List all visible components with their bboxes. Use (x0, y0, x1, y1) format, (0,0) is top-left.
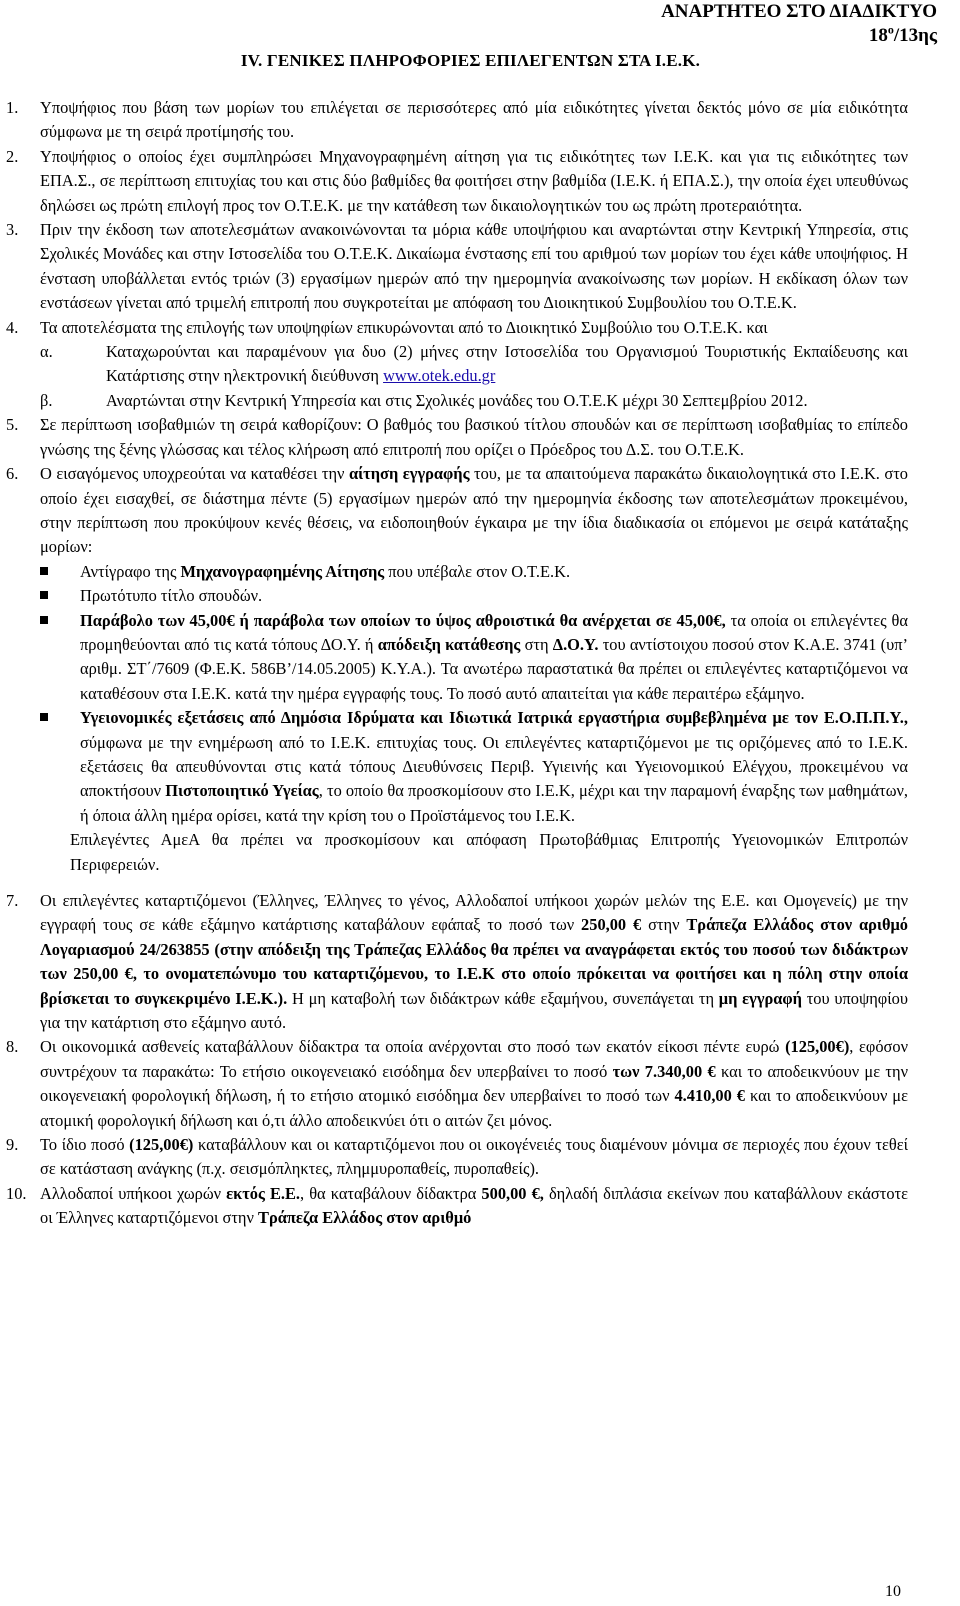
square-bullet-icon (40, 567, 48, 575)
bullet-item: Πρωτότυπο τίτλο σπουδών. (40, 584, 908, 608)
list-item: 7. Οι επιλεγέντες καταρτιζόμενοι (Έλληνες, Έλληνες το γένος, Αλλοδαποί υπήκοοι χωρών μελών της Ε.Ε. και Ομογενείς) με την εγγραφή τους σε κάθε εξάμηνο κατάρτισης καταβάλουν εφάπαξ το ποσό των 250,00 € στην Τράπεζα Ελλάδος στον αριθμό Λογαριασμού 24/263855 (στην απόδειξη της Τράπεζας Ελλάδος θα πρέπει να αναγράφεται εκτός του ποσού των διδάκτρων των 250,00 €, το ονοματεπώνυμο του καταρτιζόμενου, το Ι.Ε.Κ στο οποίο πρόκειται να φοιτήσει και η πόλη στην οποία βρίσκεται το συγκεκριμένο Ι.Ε.Κ.). Η μη καταβολή των διδάκτρων κάθε εξαμήνου, συνεπάγεται τη μη εγγραφή του υποψηφίου για την κατάρτιση στο εξάμηνο αυτό. (6, 891, 909, 1033)
section-title: IV. ΓΕΝΙΚΕΣ ΠΛΗΡΟΦΟΡΙΕΣ ΕΠΙΛΕΓΕΝΤΩΝ ΣΤΑ Ι.Ε.Κ. (240, 51, 701, 70)
bullet-item: Παράβολο των 45,00€ ή παράβολα των οποίων το ύψος αθροιστικά θα ανέρχεται σε 45,00€, τα οποία οι επιλεγέντες θα προμηθεύονται από τις κατά τόπους ΔΟ.Υ. ή απόδειξη κατάθεσης στη Δ.Ο.Υ. του αντίστοιχου ποσού στον Κ.Α.Ε. 3741 (υπ’ αριθμ. ΣΤ΄/7609 (Φ.Ε.Κ. 586Β’/14.05.2005) Κ.Υ.Α.). Τα ανωτέρω παραστατικά θα πρέπει οι επιλεγέντες καταρτιζόμενοι να καταθέσουν στα Ι.Ε.Κ. κατά την ημέρα εγγραφής τους. Το ποσό αυτό απαιτείται για κάθε περαιτέρω εξάμηνο. (40, 609, 908, 707)
square-bullet-icon (40, 616, 48, 624)
list-item: 9. Το ίδιο ποσό (125,00€) καταβάλλουν και οι καταρτιζόμενοι που οι οικογένειές τους διαμένουν μόνιμα σε περιοχές που έχουν τεθεί σε κατάσταση ανάγκης (π.χ. σεισμόπληκτες, πλημμυροπαθείς, πυροπαθείς). (6, 1135, 908, 1179)
list-item: 6. Ο εισαγόμενος υποχρεούται να καταθέσει την αίτηση εγγραφής του, με τα απαιτούμενα παρακάτω δικαιολογητικά στο Ι.Ε.Κ. στο οποίο έχει εισαχθεί, σε διάστημα πέντε (5) εργασίμων ημερών από την ημερομηνία έκδοσης των αποτελεσμάτων προκειμένου, στην περίπτωση που προκύψουν κενές θέσεις, να ειδοποιηθούν έγκαιρα με την ίδια διαδικασία οι επόμενοι με σειρά κατάταξης μορίων: Αντίγραφο της Μηχανογραφημένης Αίτησης που υπέβαλε στον Ο.Τ.Ε.Κ. Πρωτότυπο τίτλο σπουδών. Παράβολο των 45,00€ ή παράβολα των οποίων το ύψος αθροιστικά θα ανέρχεται σε 45,00€, τα οποία οι επιλεγέντες θα προμηθεύονται από τις κατά τόπους ΔΟ.Υ. ή απόδειξη κατάθεσης στη Δ.Ο.Υ. του αντίστοιχου ποσού στον Κ.Α.Ε. 3741 (υπ’ αριθμ. ΣΤ΄/7609 (Φ.Ε.Κ. 586Β’/14.05.2005) Κ.Υ.Α.). Τα ανωτέρω παραστατικά θα πρέπει οι επιλεγέντες καταρτιζόμενοι να καταθέσουν στα Ι.Ε.Κ. κατά την ημέρα εγγραφής τους. Το ποσό αυτό απαιτείται για κάθε περαιτέρω εξάμηνο. Υγειονομικές εξετάσεις από Δημόσια Ιδρύματα και Ιδιωτικά Ιατρικά εργαστήρια συμβεβλημένα με τον Ε.Ο.Π.Π.Υ., σύμφωνα με την ενημέρωση από το Ι.Ε.Κ. επιτυχίας τους. Οι επιλεγέντες καταρτιζόμενοι με τις οριζόμενες από το Ι.Ε.Κ. εξετάσεις θα απευθύνονται στις κατά τόπους Διευθύνσεις Περιβ. Υγιεινής και Υγειονομικού Ελέγχου, προκειμένου να αποκτήσουν Πιστοποιητικό Υγείας, το οποίο θα προσκομίσουν στο Ι.Ε.Κ, μέχρι και την παραμονή έναρξης των μαθημάτων, ή όποια άλλη ημέρα ορίσει, κατά την κρίση του ο Προϊστάμενος του Ι.Ε.Κ. Επιλεγέντες ΑμεΑ θα πρέπει να προσκομίσουν και απόφαση Πρωτοβάθμιας Επιτροπής Υγειονομικών Επιτροπών Περιφερειών. (0, 462, 941, 877)
list-item: 8. Οι οικονομικά ασθενείς καταβάλλουν δίδακτρα τα οποία ανέρχονται στο ποσό των εκατόν είκοσι πέντε ευρώ (125,00€), εφόσον συντρέχουν τα παρακάτω: Το ετήσιο οικογενειακό εισόδημα δεν υπερβαίνει το ποσό των 7.340,00 € και το αποδεικνύουν με την οικογενειακή φορολογική δήλωση, ή το ετήσιο ατομικό εισόδημα δεν υπερβαίνει το ποσό των 4.410,00 € και το αποδεικνύουν με ατομική φορολογική δήλωση και ό,τι άλλο αποδεικνύει ότι ο αιτών ζει μόνος. (6, 1037, 908, 1130)
amea-note: Επιλεγέντες ΑμεΑ θα πρέπει να προσκομίσουν και απόφαση Πρωτοβάθμιας Επιτροπής Υγειονομικών Επιτροπών Περιφερειών. (70, 830, 908, 874)
document-header (661, 0, 937, 48)
square-bullet-icon (40, 591, 48, 599)
list-item: 1. Υποψήφιος που βάση των μορίων του επιλέγεται σε περισσότερες από μία ειδικότητες γίνεται δεκτός μόνο σε μία ειδικότητα σύμφωνα με τη σειρά προτίμησής του. (6, 98, 908, 142)
list-item: 3. Πριν την έκδοση των αποτελεσμάτων ανακοινώνονται τα μόρια κάθε υποψήφιου και αναρτώνται στην Κεντρική Υπηρεσία, στις Σχολικές Μονάδες και στην Ιστοσελίδα του Ο.Τ.Ε.Κ. Δικαίωμα ένστασης επί του αριθμού των μορίων του έχει κάθε υποψήφιος. Η ένσταση υποβάλλεται εντός τριών (3) εργασίμων ημερών από την ημερομηνία ανακοίνωσης των μορίων. Η εκδίκαση όλων των ενστάσεων γίνεται από τριμελή επιτροπή που συγκροτείται με απόφαση του Διοικητικού Συμβουλίου του Ο.Τ.Ε.Κ. (6, 220, 908, 313)
square-bullet-icon (40, 713, 48, 721)
reference-number: $18^o/13\eta\varsigma$ (868, 22, 937, 46)
bullet-item: Αντίγραφο της Μηχανογραφημένης Αίτησης που υπέβαλε στον Ο.Τ.Ε.Κ. (40, 560, 908, 584)
list-item: 5. Σε περίπτωση ισοβαθμιών τη σειρά καθορίζουν: Ο βαθμός του βασικού τίτλου σπουδών και σε περίπτωση ισοβαθμίας το επίπεδο γνώσης της ξένης γλώσσας και τέλος κλήρωση από επιτροπή που ορίζει ο Πρόεδρος του Δ.Σ. του Ο.Τ.Ε.Κ. (6, 415, 908, 459)
list-item: 2. Υποψήφιος ο οποίος έχει συμπληρώσει Μηχανογραφημένη αίτηση για τις ειδικότητες των Ι.Ε.Κ. και για τις ειδικότητες των ΕΠΑ.Σ., σε περίπτωση επιτυχίας του και στις δύο βαθμίδες θα φοιτήσει στην βαθμίδα (Ι.Ε.Κ. ή ΕΠΑ.Σ.), την οποία έχει υπευθύνως δηλώσει ως πρώτη επιλογή προς τον Ο.Τ.Ε.Κ. με την κατάθεση των δικαιολογητικών του ως πρώτη προτεραιότητα. (6, 146, 908, 215)
posted-online-label: ΑΝΑΡΤΗΤΕΟ ΣΤΟ ΔΙΑΔΙΚΤΥΟ (661, 1, 937, 22)
website-link[interactable]: www.otek.edu.gr (383, 366, 496, 386)
list-item: 10. Αλλοδαποί υπήκοοι χωρών εκτός Ε.Ε., θα καταβάλουν δίδακτρα 500,00 €, δηλαδή διπλάσια εκείνων που καταβάλλουν εκάστοτε οι Έλληνες καταρτιζόμενοι στην Τράπεζα Ελλάδος στον αριθμό (6, 1183, 908, 1228)
sub-item-b: β. Αναρτώνται στην Κεντρική Υπηρεσία και στις Σχολικές μονάδες του Ο.Τ.Ε.Κ μέχρι 30 Σεπτεμβρίου 2012. (40, 390, 808, 410)
page-number: 10 (885, 1582, 901, 1600)
document-body (0, 96, 941, 1231)
list-item: 4. Τα αποτελέσματα της επιλογής των υποψηφίων επικυρώνονται από το Διοικητικό Συμβούλιο του Ο.Τ.Ε.Κ. και α. Καταχωρούνται και παραμένουν για δυο (2) μήνες στην Ιστοσελίδα του Οργανισμού Τουριστικής Εκπαίδευσης και Κατάρτισης στην ηλεκτρονική διεύθυνση www.otek.edu.gr β. Αναρτώνται στην Κεντρική Υπηρεσία και στις Σχολικές μονάδες του Ο.Τ.Ε.Κ μέχρι 30 Σεπτεμβρίου 2012. (0, 316, 941, 414)
sub-item-a: α. Καταχωρούνται και παραμένουν για δυο (2) μήνες στην Ιστοσελίδα του Οργανισμού Τουριστικής Εκπαίδευσης και Κατάρτισης στην ηλεκτρονική διεύθυνση www.otek.edu.gr (40, 342, 908, 386)
bullet-item: Υγειονομικές εξετάσεις από Δημόσια Ιδρύματα και Ιδιωτικά Ιατρικά εργαστήρια συμβεβλημένα με τον Ε.Ο.Π.Π.Υ., σύμφωνα με την ενημέρωση από το Ι.Ε.Κ. επιτυχίας τους. Οι επιλεγέντες καταρτιζόμενοι με τις οριζόμενες από το Ι.Ε.Κ. εξετάσεις θα απευθύνονται στις κατά τόπους Διευθύνσεις Περιβ. Υγιεινής και Υγειονομικού Ελέγχου, προκειμένου να αποκτήσουν Πιστοποιητικό Υγείας, το οποίο θα προσκομίσουν στο Ι.Ε.Κ, μέχρι και την παραμονή έναρξης των μαθημάτων, ή όποια άλλη ημέρα ορίσει, κατά την κρίση του ο Προϊστάμενος του Ι.Ε.Κ. (40, 706, 908, 828)
